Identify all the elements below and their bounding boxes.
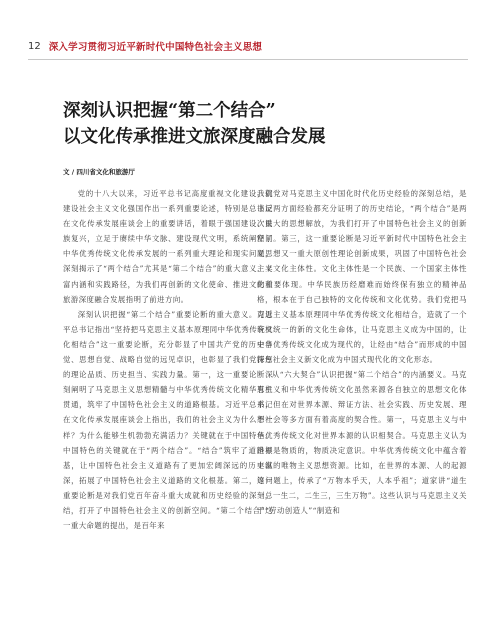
page-number: 12 <box>28 40 41 52</box>
article-title <box>63 98 463 150</box>
paragraph: 从“六大契合”认识把握“第二个结合”的内涵要义。马克思主义和中华优秀传统文化虽然来源各自独立的思想文化体系，但在对世界本源、辩证方法、社会实践、历史发展、理想社会等多方面有着高度的契合性。第一，马克思主义与中华优秀传统文化对世界本源的认识相契合。马克思主义认为世界是物质的，物质决定意识。中华优秀传统文化中蕴含着丰富的唯物主义思想资源。比如，在世界的本源、人的起源等问题上，传承了“万物本乎天，人本乎祖”；道家讲“道生一，一生二，二生三，三生万物”。这些认识与马克思主义关于“劳动创造人”“制造和 <box>257 370 467 515</box>
title-line-2: 以文化传承推进文旅深度融合发展 <box>63 127 326 147</box>
byline: 文 / 四川省文化和旅游厅 <box>63 168 135 176</box>
paragraph: 党的十八大以来，习近平总书记高度重视文化建设，就建设社会主义文化强国作出一系列重要论述，特别是总书记在文化传承发展座谈会上的重要讲话，着眼于强国建设、民族复兴，立足于赓续中华文脉、建设现代文明，系统阐释了中华优秀传统文化传承发展的一系列重大理论和现实问题，深刻揭示了“两个结合”尤其是“第二个结合”的重大意义、丰富内涵和实践路径，为我们再创新的文化使命、推进文化和旅游深度融合发展指明了前进方向。 <box>63 189 273 304</box>
paragraph: 深刻认识把握“第二个结合”重要论断的重大意义。习近平总书记指出“坚持把马克思主义基本原理同中华优秀传统文化相结合”这一重要论断，充分彰显了中国共产党的历史自觉、思想自觉、战略自觉的远见卓识，也彰显了我们党深厚的理论品质、历史担当、实践力量。第一，这一重要论断深刻阐明了马克思主义思想精髓与中华优秀传统文化精华有机贯通，筑牢了中国特色社会主义的道路根基。习近平总书记在文化传承发展座谈会上指出，我们的社会主义为什么不一样？为什么能够生机勃勃充满活力？关键就在于中国特色。中国特色的关键就在于“两个结合”。“结合”筑牢了道路根基，让中国特色社会主义道路有了更加宏阔深远的历史纵深，拓展了中国特色社会主义道路的文化根基。第二，这一重要论断是对我们党百年奋斗重大成就和历史经验的深刻总结，打开了中国特色社会主义的创新空间。“第二个结合”这一重大命题的提出，是百年来 <box>63 309 273 531</box>
title-line-1: 深刻认识把握“第二个结合” <box>63 101 276 121</box>
header-divider <box>28 59 468 60</box>
paragraph: 我们党对马克思主义中国化时代化历史经验的深刻总结，是让反两方面经验都充分证明了的历史结论，“两个结合”是两次重大的思想解放，为我们打开了中国特色社会主义的创新空间。第三，这一重要论断是习近平新时代中国特色社会主义思想又一重大原创性理论创新成果，巩固了中国特色社会主义文化主体性。文化主体性是一个民族、一个国家主体性的重要体现。中华民族历经磨难而始终保有独立的精神品格，根本在于自己独特的文化传统和文化优势。我们党把马克思主义基本原理同中华优秀传统文化相结合，造就了一个有机统一的新的文化生命体，让马克思主义成为中国的，让中华优秀传统文化成为现代的，让经由“结合”而形成的中国特色社会主义新文化成为中国式现代化的文化形态。 <box>257 189 467 365</box>
left-column <box>63 186 273 533</box>
page-header <box>28 38 262 54</box>
section-title: 深入学习贯彻习近平新时代中国特色社会主义思想 <box>48 42 263 53</box>
right-column <box>257 186 467 518</box>
